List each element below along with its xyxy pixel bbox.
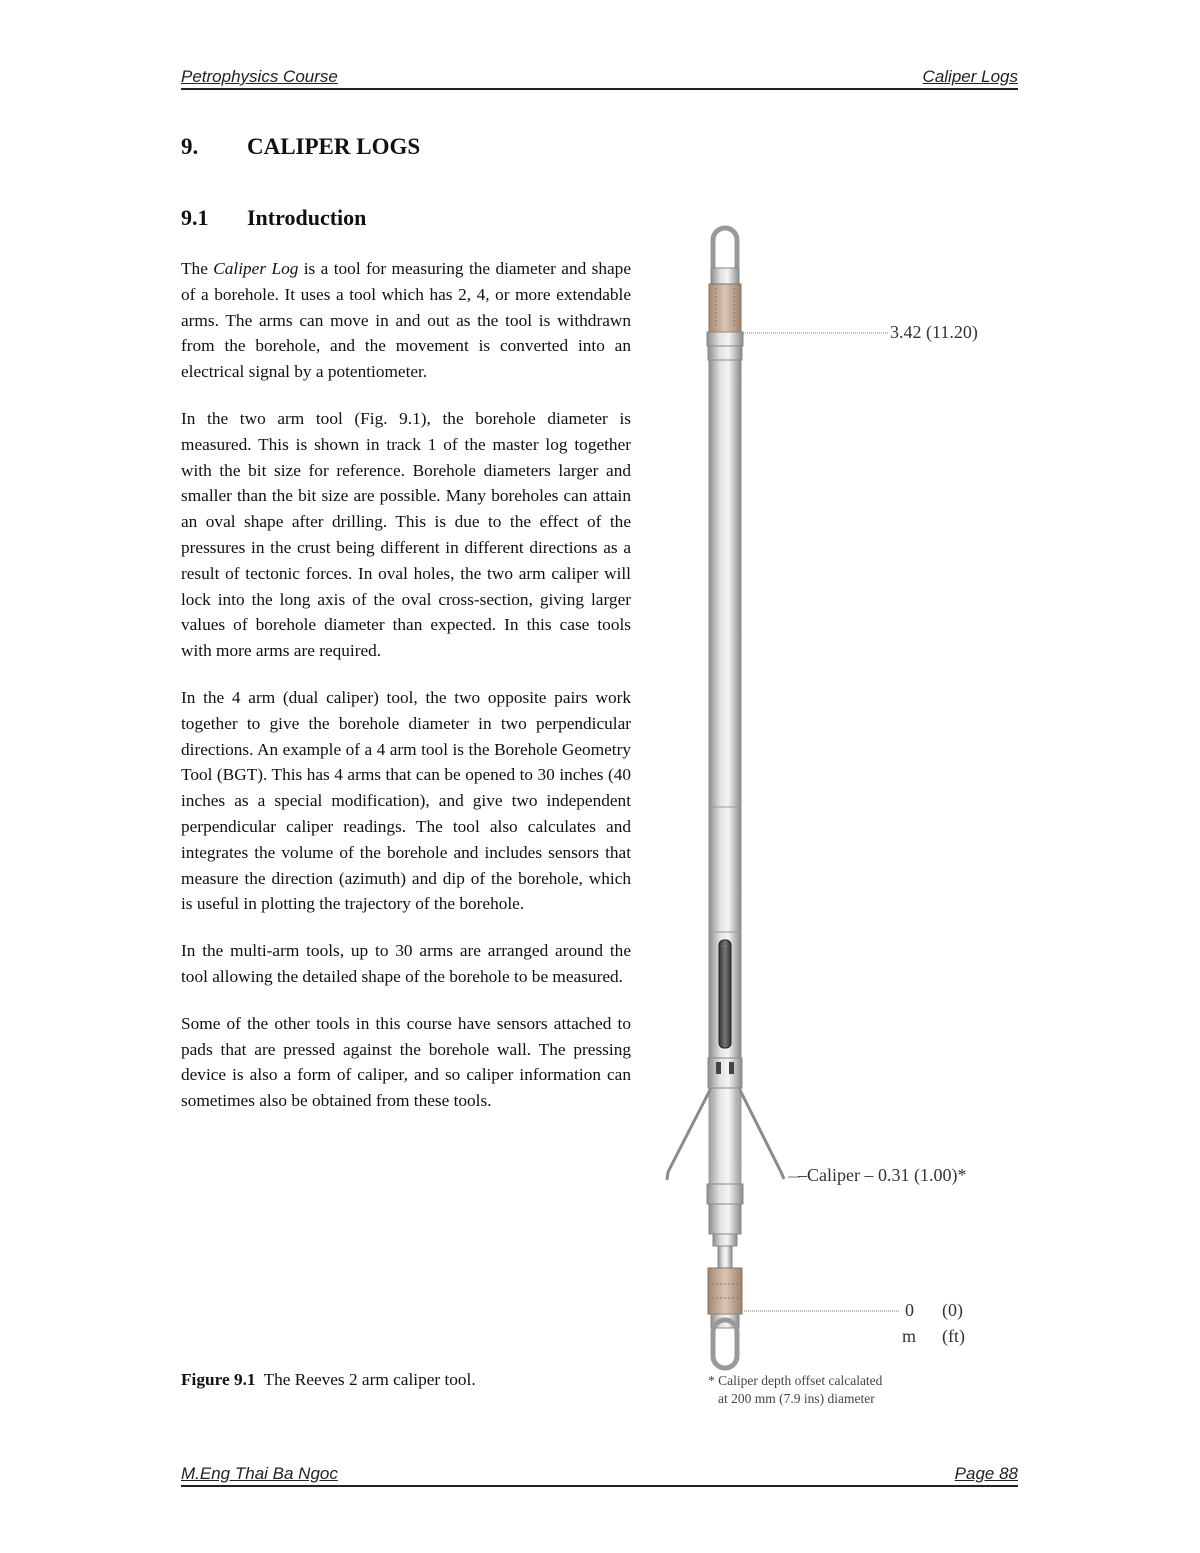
label-caliper: –Caliper – 0.31 (1.00)*: [798, 1165, 967, 1185]
label-zero: 0: [905, 1300, 914, 1320]
page-footer: [181, 1463, 1018, 1487]
tool-tail: [708, 1268, 742, 1314]
caliper-slot: [719, 940, 731, 1048]
chapter-heading: [181, 134, 420, 160]
section-heading: [181, 205, 366, 231]
chapter-title: CALIPER LOGS: [247, 134, 421, 159]
paragraph-four-arm: In the 4 arm (dual caliper) tool, the two opposite pairs work together to give the borehole diameter in two perpendicular directions. An example of a 4 arm tool is the Borehole Geometry Tool (BGT). This has 4 arms that can be opened to 30 inches (40 inches as a special modification), and give two independent perpendicular caliper readings. The tool also calculates and integrates the volume of the borehole and includes sensors that measure the direction (azimuth) and dip of the borehole, which is useful in plotting the trajectory of the borehole.: [181, 687, 631, 914]
label-caliper-value: 0.31 (1.00)*: [877, 1165, 967, 1185]
label-zero-ft: (0): [942, 1300, 963, 1320]
caliper-arm-right: [739, 1088, 781, 1172]
header-chapter-title: Caliper Logs: [922, 67, 1018, 86]
paragraph-pads: Some of the other tools in this course have sensors attached to pads that are pressed against the borehole wall. The pressing device is also a form of caliper, and so caliper information can sometimes also be obtained from these tools.: [181, 1013, 631, 1111]
figure-footnote: [708, 1372, 882, 1408]
figure-footnote-line2: at 200 mm (7.9 ins) diameter: [718, 1391, 875, 1406]
figure-caption-text: The Reeves 2 arm caliper tool.: [263, 1370, 476, 1389]
footer-page-number: Page 88: [954, 1464, 1018, 1483]
header-course-title: Petrophysics Course: [181, 67, 338, 86]
paragraph-multi-arm: In the multi-arm tools, up to 30 arms are arranged around the tool allowing the detailed shape of the borehole to be measured.: [181, 941, 631, 986]
footer-author: M.Eng Thai Ba Ngoc: [181, 1464, 338, 1483]
figure-footnote-line1: * Caliper depth offset calcalated: [708, 1373, 883, 1388]
label-unit-m: m: [902, 1326, 917, 1346]
caliper-arm-left: [668, 1088, 711, 1172]
section-title: Introduction: [247, 205, 367, 230]
paragraph-intro: [181, 256, 631, 385]
body-text: [181, 256, 631, 1135]
caliper-tool-figure: [650, 222, 1030, 1422]
paragraph-intro-post: is a tool for measuring the diameter and shape of a borehole. It uses a tool which has 2, 4, or more extendable arms. The arms can move in and out as the tool is withdrawn from the borehole, and the movement is converted into an electrical signal by a potentiometer.: [181, 259, 631, 382]
figure-caption: [181, 1370, 476, 1390]
figure-caption-label: Figure 9.1: [181, 1370, 256, 1389]
page-header: [181, 66, 1018, 90]
label-unit-ft: (ft): [942, 1326, 965, 1346]
paragraph-two-arm: In the two arm tool (Fig. 9.1), the borehole diameter is measured. This is shown in track 1 of the master log together with the bit size for reference. Borehole diameters larger and smaller than the bit size are possible. Many boreholes can attain an oval shape after drilling. This is due to the effect of the pressures in the crust being different in different directions as a result of tectonic forces. In oval holes, the two arm caliper will lock into the long axis of the oval cross-section, giving larger values of borehole diameter than expected. In this case tools with more arms are required.: [181, 408, 631, 661]
caliper-log-term: Caliper Log: [213, 259, 299, 278]
paragraph-intro-pre: The: [181, 259, 214, 278]
section-number: 9.1: [181, 205, 209, 230]
caliper-tool-drawing: [650, 222, 1030, 1422]
tool-head: [709, 284, 741, 332]
label-caliper-text: Caliper: [807, 1165, 860, 1185]
label-top-depth: 3.42 (11.20): [890, 322, 978, 342]
chapter-number: 9.: [181, 134, 199, 159]
